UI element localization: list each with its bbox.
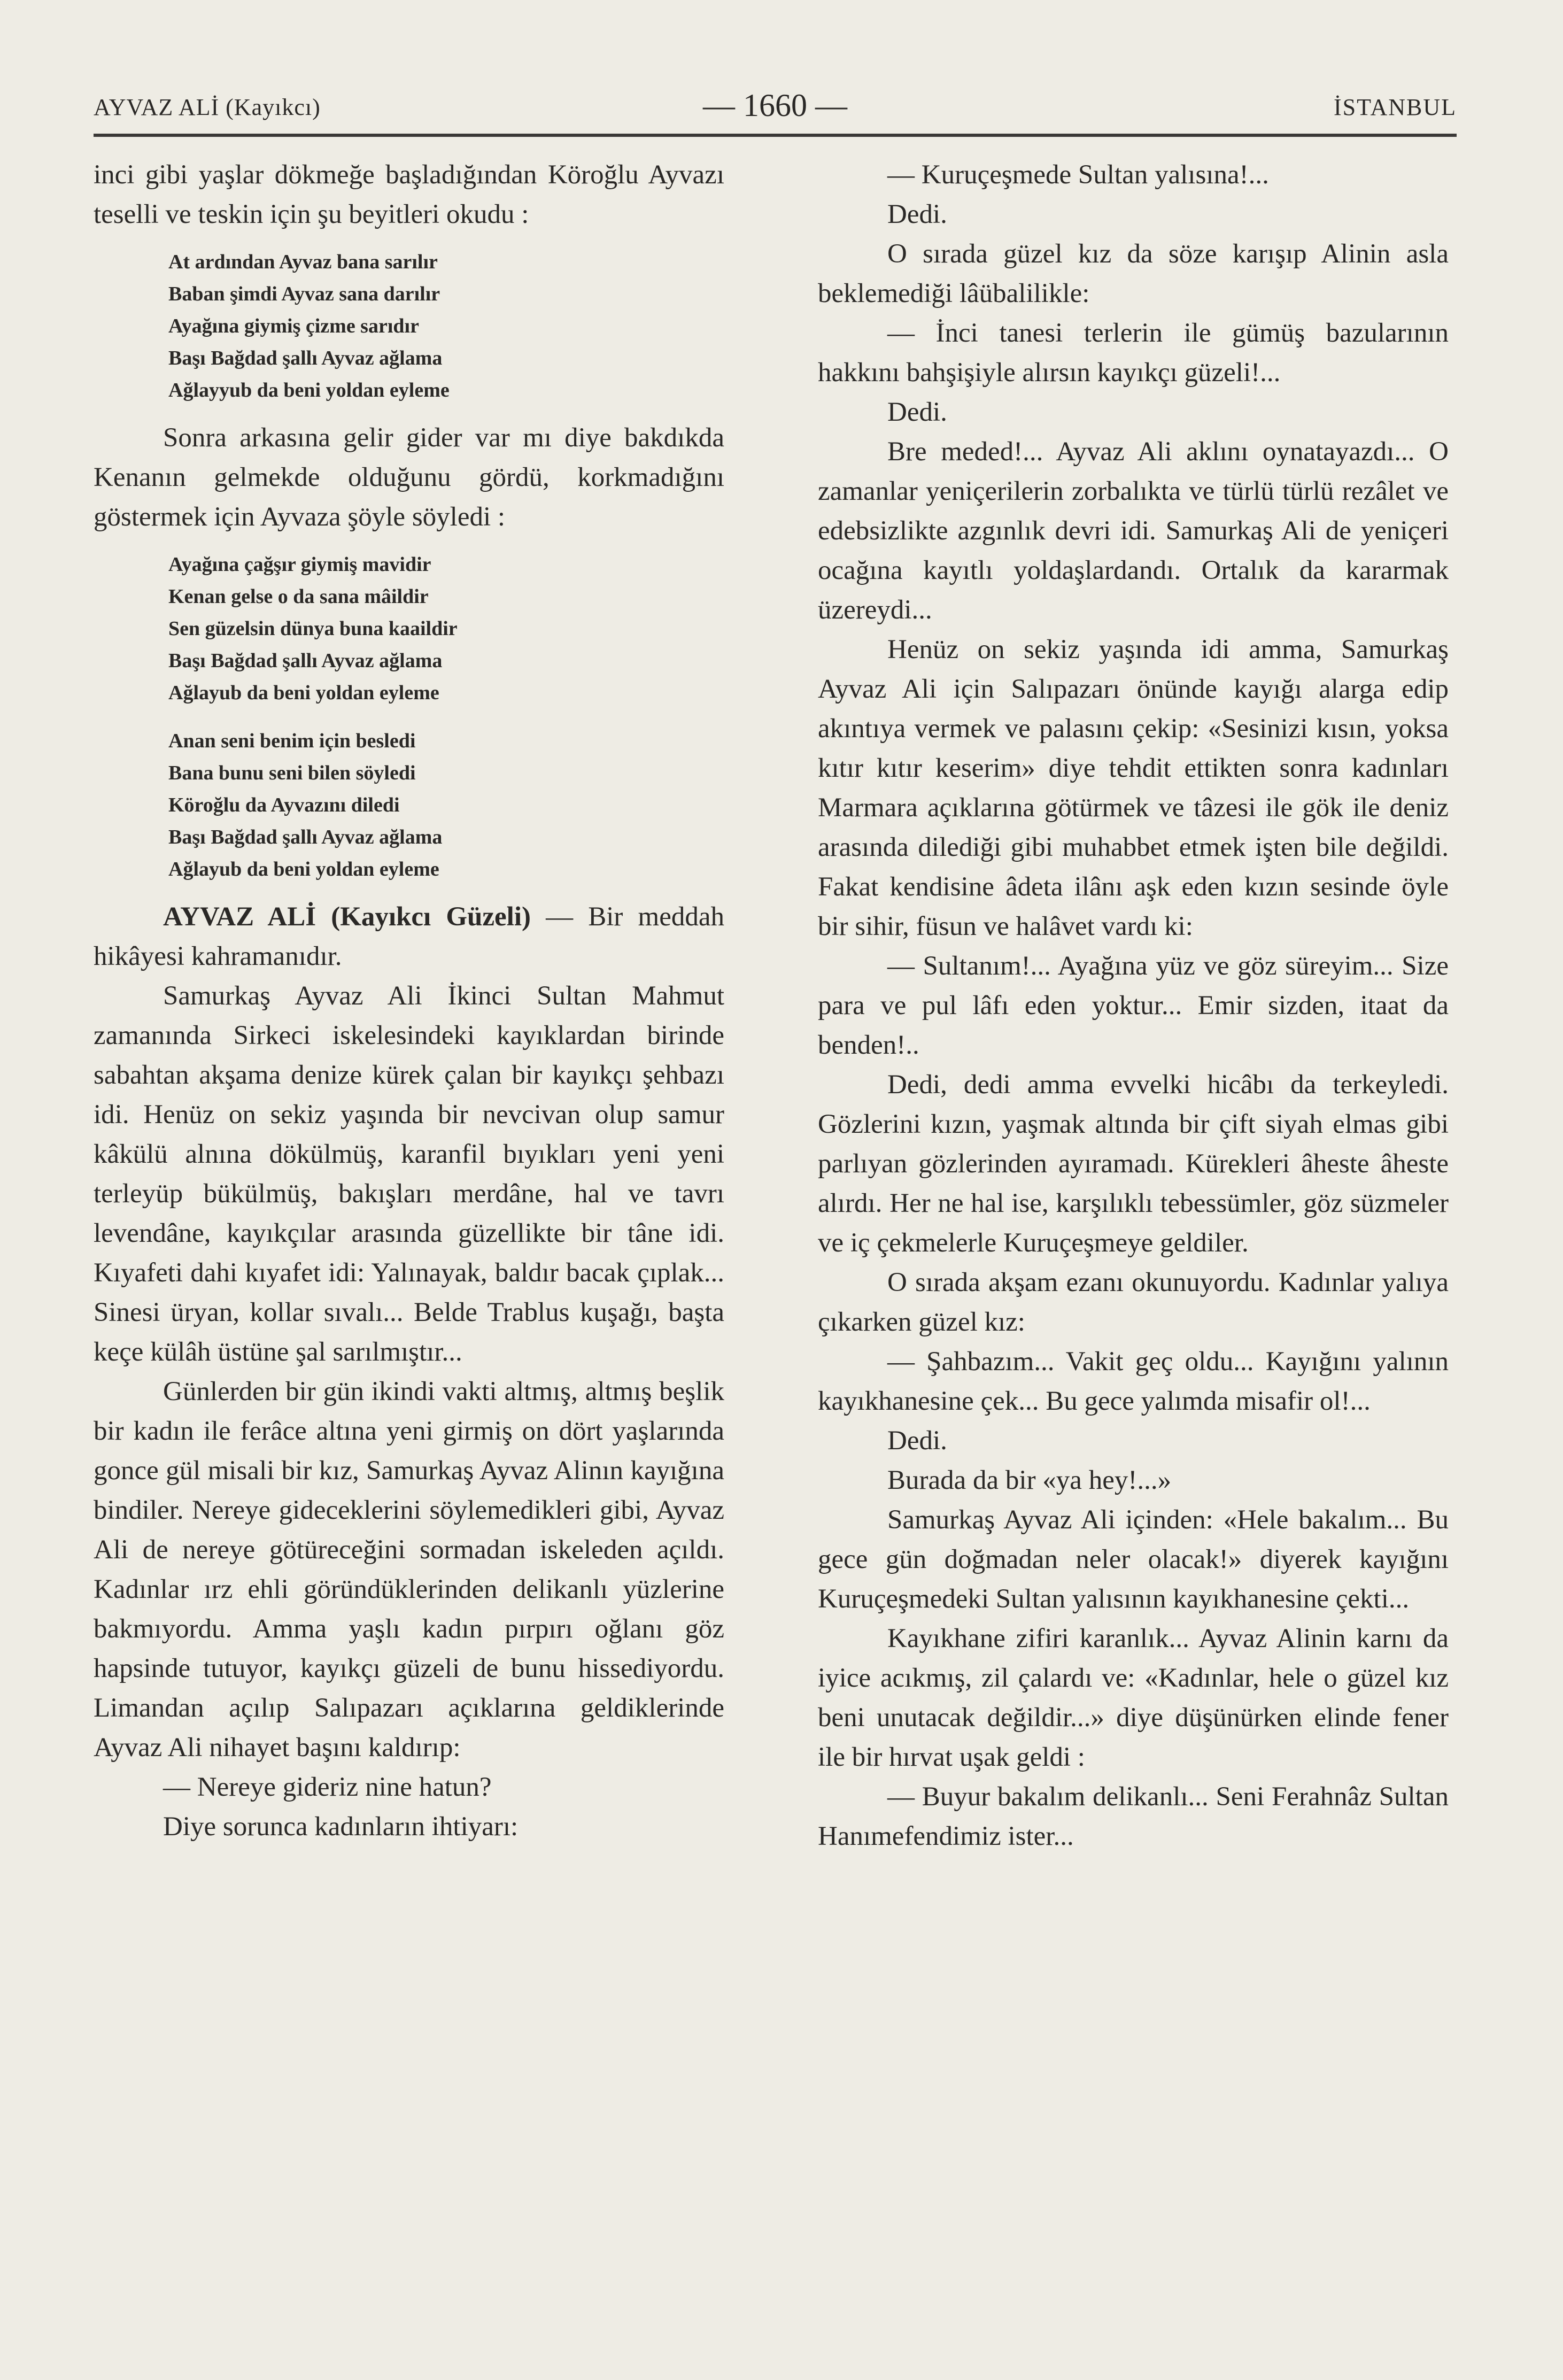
paragraph: — Kuruçeşmede Sultan yalısına!... bbox=[887, 160, 1269, 190]
verse-line: Ağlayyub da beni yoldan eyleme bbox=[168, 379, 450, 401]
paragraph: Samurkaş Ayvaz Ali İkinci Sultan Mahmut zamanında Sirkeci iskelesindeki kayıklardan birinde sabahtan akşama denize kürek çalan bir kayıkçı şehbazı idi. Henüz on sekiz yaşında bir nevcivan olup samur kâkülü alnına dökülmüş, karanfil bıyıkları yeni yeni terleyüp bükülmüş, bakışları merdâne, hal ve tavrı levendâne, kayıkçılar arasında güzellikte bir tâne idi. Kıyafeti dahi kıyafet idi: Yalınayak, baldır bacak çıplak... Sinesi üryan, kollar sıvalı... Belde Trablus kuşağı, başta keçe külâh üstüne şal sarılmıştır... bbox=[94, 981, 724, 1367]
verse-stanza bbox=[94, 548, 724, 885]
right-column bbox=[818, 155, 1449, 1856]
entry-description: — Bir meddah hikâyesi kahramanıdır. bbox=[94, 902, 724, 971]
paragraph: Dedi. bbox=[887, 1426, 947, 1456]
verse-line: Ayağına giymiş çizme sarıdır bbox=[168, 315, 419, 337]
paragraph: Bre meded!... Ayvaz Ali aklını oynatayazdı... O zamanlar yeniçerilerin zorbalıkta ve türlü türlü rezâlet ve edebsizlikte azgınlık devri idi. Samurkaş Ali de yeniçeri ocağına kayıtlı yoldaşlardandı. Ortalık da kararmak üzereydi... bbox=[818, 437, 1449, 625]
paragraph: — Buyur bakalım delikanlı... Seni Ferahnâz Sultan Hanımefendimiz ister... bbox=[818, 1782, 1449, 1851]
verse-line: Baban şimdi Ayvaz sana darılır bbox=[168, 283, 440, 305]
paragraph: Dedi. bbox=[887, 397, 947, 427]
verse-line: Başı Bağdad şallı Ayvaz ağlama bbox=[168, 826, 443, 848]
paragraph: Samurkaş Ayvaz Ali içinden: «Hele bakalım... Bu gece gün doğmadan neler olacak!» diyerek kayığını Kuruçeşmedeki Sultan yalısının kayıkhanesine çekti... bbox=[818, 1505, 1449, 1614]
paragraph: Diye sorunca kadınların ihtiyarı: bbox=[163, 1812, 519, 1842]
header-rule bbox=[94, 134, 1457, 137]
left-column bbox=[94, 155, 724, 1846]
entry-heading bbox=[94, 897, 724, 976]
paragraph: — İnci tanesi terlerin ile gümüş bazularının hakkını bahşişiyle alırsın kayıkçı güzeli!... bbox=[818, 318, 1449, 388]
verse-line: Anan seni benim için besledi bbox=[168, 730, 416, 752]
paragraph: Günlerden bir gün ikindi vakti altmış, altmış beşlik bir kadın ile ferâce altına yeni girmiş on dört yaşlarında gonce gül misali bir kız, Samurkaş Ayvaz Alinın kayığına bindiler. Nereye gideceklerini söylemedikleri gibi, Ayvaz Ali de nereye götüreceğini sormadan iskeleden açıldı. Kadınlar ırz ehli göründüklerinden delikanlı yüzlerine bakmıyordu. Amma yaşlı kadın pırpırı oğlanı göz hapsinde tutuyor, kayıkçı güzeli de bunu hissediyordu. Limandan açılıp Salıpazarı açıklarına geldiklerinde Ayvaz Ali nihayet başını kaldırıp: bbox=[94, 1377, 724, 1763]
paragraph: Kayıkhane zifiri karanlık... Ayvaz Alinin karnı da iyice acıkmış, zil çalardı ve: «Kadınlar, hele o güzel kız beni unutacak değildir...» diye düşünürken elinde fener ile bir hırvat uşak geldi : bbox=[818, 1624, 1449, 1772]
running-volume: İSTANBUL bbox=[1333, 94, 1457, 120]
verse-line: Başı Bağdad şallı Ayvaz ağlama bbox=[168, 650, 443, 672]
paragraph: — Sultanım!... Ayağına yüz ve göz süreyim... Size para ve pul lâfı eden yoktur... Emir sizden, itaat da benden!.. bbox=[818, 951, 1449, 1060]
verse-line: Kenan gelse o da sana mâildir bbox=[168, 585, 429, 608]
paragraph: Burada da bir «ya hey!...» bbox=[887, 1465, 1172, 1495]
paragraph: — Şahbazım... Vakit geç oldu... Kayığını yalının kayıkhanesine çek... Bu gece yalımda misafir ol!... bbox=[818, 1347, 1449, 1416]
running-title: AYVAZ ALİ (Kayıkcı) bbox=[94, 94, 321, 120]
paragraph: inci gibi yaşlar dökmeğe başladığından Köroğlu Ayvazı teselli ve teskin için şu beyitleri okudu : bbox=[94, 160, 724, 229]
entry-title: AYVAZ ALİ (Kayıkcı Güzeli) bbox=[163, 902, 531, 932]
paragraph: Dedi. bbox=[887, 199, 947, 229]
paragraph: O sırada akşam ezanı okunuyordu. Kadınlar yalıya çıkarken güzel kız: bbox=[818, 1268, 1449, 1337]
verse-line: Ağlayub da beni yoldan eyleme bbox=[168, 858, 439, 880]
paragraph: Dedi, dedi amma evvelki hicâbı da terkeyledi. Gözlerini kızın, yaşmak altında bir çift siyah elmas gibi parlıyan gözlerinden ayıramadı. Kürekleri âheste âheste alırdı. Her ne hal ise, karşılıklı tebessümler, göz süzmeler ve iç çekmelerle Kuruçeşmeye geldiler. bbox=[818, 1070, 1449, 1258]
page-number: — 1660 — bbox=[703, 88, 847, 123]
verse-line: Ağlayub da beni yoldan eyleme bbox=[168, 682, 439, 704]
verse-line: Başı Bağdad şallı Ayvaz ağlama bbox=[168, 347, 443, 369]
verse-line: At ardından Ayvaz bana sarılır bbox=[168, 251, 438, 273]
verse-line: Köroğlu da Ayvazını diledi bbox=[168, 794, 400, 816]
verse-line: Sen güzelsin dünya buna kaaildir bbox=[168, 617, 458, 640]
paragraph: O sırada güzel kız da söze karışıp Alinin asla beklemediği lâübalilikle: bbox=[818, 239, 1449, 308]
stanza-gap bbox=[168, 709, 724, 725]
verse-line: Bana bunu seni bilen söyledi bbox=[168, 762, 416, 784]
paragraph: Sonra arkasına gelir gider var mı diye bakdıkda Kenanın gelmekde olduğunu gördü, korkmadığını göstermek için Ayvaza şöyle söyledi : bbox=[94, 423, 724, 532]
verse-line: Ayağına çağşır giymiş mavidir bbox=[168, 553, 431, 576]
paragraph: — Nereye gideriz nine hatun? bbox=[163, 1772, 492, 1802]
page-header bbox=[94, 88, 1457, 131]
verse-stanza bbox=[94, 246, 724, 406]
paragraph: Henüz on sekiz yaşında idi amma, Samurkaş Ayvaz Ali için Salıpazarı önünde kayığı alarga edip akıntıya vermek ve palasını çekip: «Sesinizi kısın, yoksa kıtır kıtır keserim» diye tehdit ettikten sonra kadınları Marmara açıklarına götürmek ve tâzesi ile gök ile deniz arasında dilediği gibi muhabbet etmek işten bile değildi. Fakat kendisine âdeta ilânı aşk eden kızın sesinde öyle bir sihir, füsun ve halâvet vardı ki: bbox=[818, 635, 1449, 941]
